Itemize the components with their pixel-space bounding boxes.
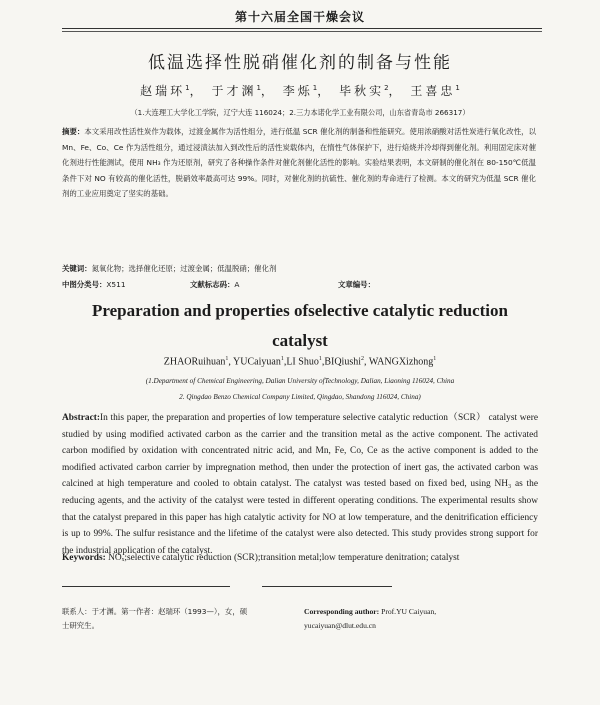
en-abstract-label: Abstract: xyxy=(62,413,101,423)
corr-name: Prof.YU Caiyuan, xyxy=(381,607,437,616)
corr-email: yucaiyuan@dlut.edu.cn xyxy=(304,621,376,630)
cn-abstract-text: 本文采用改性活性炭作为载体，过渡金属作为活性组分，进行低温 SCR 催化剂的制备和性能研究。使用浓硝酸对活性炭进行氧化改性，以 Mn、Fe、Co、Ce 作为活性组分，通过浸渍法加入到改性后的活性炭载体内，在惰性气体保护下，进行焙烧并冷却得到催化剂。利用固定床对催化剂进行性能测试，使用 NH₃ 作为还原剂，研究了各种操作条件对催化剂催化活性的影响。实验结果表明，本文研制的催化剂在 80-150℃低温条件下对 NO 有较高的催化活性，脱硝效率最高可达 99%。同时，对催化剂的抗硫性、催化剂的寿命进行了检测。本文的研究为低温 SCR 催化剂的工业应用奠定了坚实的基础。 xyxy=(62,127,536,199)
en-keywords-label: Keywords: xyxy=(62,553,106,563)
header-rule xyxy=(62,28,542,29)
class-label: 中图分类号： xyxy=(62,280,107,289)
cn-keywords-text: 氮氧化物；选择催化还原；过渡金属；低温脱硝；催化剂 xyxy=(91,264,277,273)
en-author-name: ZHAORuihuan xyxy=(163,356,226,368)
en-author-name: WANGXizhong xyxy=(368,356,434,368)
en-author-mark: 1 xyxy=(433,356,437,362)
en-author-mark: 1 xyxy=(318,356,322,362)
conference-header: 第十六届全国干燥会议 xyxy=(234,10,365,24)
en-keywords-text: NOₓ;selective catalytic reduction (SCR);transition metal;low temperature denitration; catalyst xyxy=(108,553,460,563)
cn-author-mark: 1 xyxy=(455,84,460,92)
cn-author-name: 李烁 xyxy=(282,84,313,98)
cn-author-name: 于才渊 xyxy=(211,84,257,98)
cn-author-name: 王喜忠 xyxy=(410,84,456,98)
cn-classification xyxy=(62,279,536,290)
doc-code-value: A xyxy=(234,280,240,289)
cn-author-name: 赵瑞环 xyxy=(140,84,186,98)
cn-author-mark: 1 xyxy=(185,84,190,92)
article-no-label: 文章编号： xyxy=(338,280,375,289)
en-authors: ZHAORuihuan$^1$, YUCaiyuan$^1$,LI Shuo$^1$,BIQiushi$^2$, WANGXizhong$^1$ xyxy=(163,356,437,368)
cn-author-name: 毕秋实 xyxy=(339,84,385,98)
en-author-mark: 2 xyxy=(361,356,364,362)
cn-abstract-label: 摘要： xyxy=(62,127,85,136)
en-abstract xyxy=(62,410,538,559)
cn-author-mark: 2 xyxy=(384,84,389,92)
en-author-mark: 1 xyxy=(225,356,229,362)
cn-keywords-label: 关键词： xyxy=(62,264,92,273)
footnote-rule-left xyxy=(62,586,230,587)
cn-author-mark: 1 xyxy=(312,84,318,92)
en-abstract-text: In this paper, the preparation and properties of low temperature selective catalytic reduction（SCR） catalyst were studied by using modified activated carbon as the carrier and the transition metal as the active component. The activated carbon modified by oxidation with concentrated nitric acid, and Mn, Fe, Co, Ce as the active component is added to the modified activated carbon carrier by impregnation method, then under the protection of inert gas, the activated carbon was calcined at high temperature and cooled to obtain catalyst. The catalyst was tested based on fixed bed, using NH₃ as the reducing agents, and the activity of the catalyst were tested in different operating conditions. The experimental results show that the catalyst prepared in this paper has high catalytic activity for NO at low temperature, and the denitrification efficiency is up to 99%. The sulfur resistance and the lifetime of the catalyst were also detected. This study provides strong support for the industrial application of the catalyst. xyxy=(62,413,538,556)
cn-authors: 赵瑞环$^1$， 于才渊$^1$， 李烁$^1$， 毕秋实$^2$， 王喜忠$^1$ xyxy=(140,84,460,98)
footnote-rule-right xyxy=(262,586,392,587)
cn-title: 低温选择性脱硝催化剂的制备与性能 xyxy=(148,53,452,73)
cn-affiliation: （1.大连理工大学化工学院，辽宁大连 116024；2.三力本诺化学工业有限公司，山东省青岛市 266317） xyxy=(130,108,470,117)
en-author-name: YUCaiyuan xyxy=(233,356,281,368)
en-title: Preparation and properties ofselective catalytic reduction catalyst xyxy=(92,301,508,350)
en-author-mark: 1 xyxy=(280,356,284,362)
doc-code-label: 文献标志码： xyxy=(190,280,235,289)
en-affiliation xyxy=(0,373,600,405)
corr-label: Corresponding author: xyxy=(304,607,380,616)
en-author-name: LI Shuo xyxy=(286,356,319,368)
en-affiliation-line-2: 2. Qingdao Benzo Chemical Company Limited, Qingdao, Shandong 116024, China) xyxy=(179,393,421,401)
cn-abstract xyxy=(62,124,536,202)
en-keywords xyxy=(62,553,538,563)
footnote-cn: 联系人：于才渊。第一作者：赵瑞环（1993—），女，硕士研究生。 xyxy=(62,607,248,630)
en-author-name: BIQiushi xyxy=(324,356,361,368)
class-value: X511 xyxy=(106,280,126,289)
header-rule-thin xyxy=(62,31,542,32)
en-affiliation-line-1: (1.Department of Chemical Engineering, Dalian University ofTechnology, Dalian, Liaoning 116024, China xyxy=(145,377,455,385)
cn-author-mark: 1 xyxy=(256,84,261,92)
footnote-en xyxy=(304,605,534,633)
cn-keywords xyxy=(62,263,536,274)
